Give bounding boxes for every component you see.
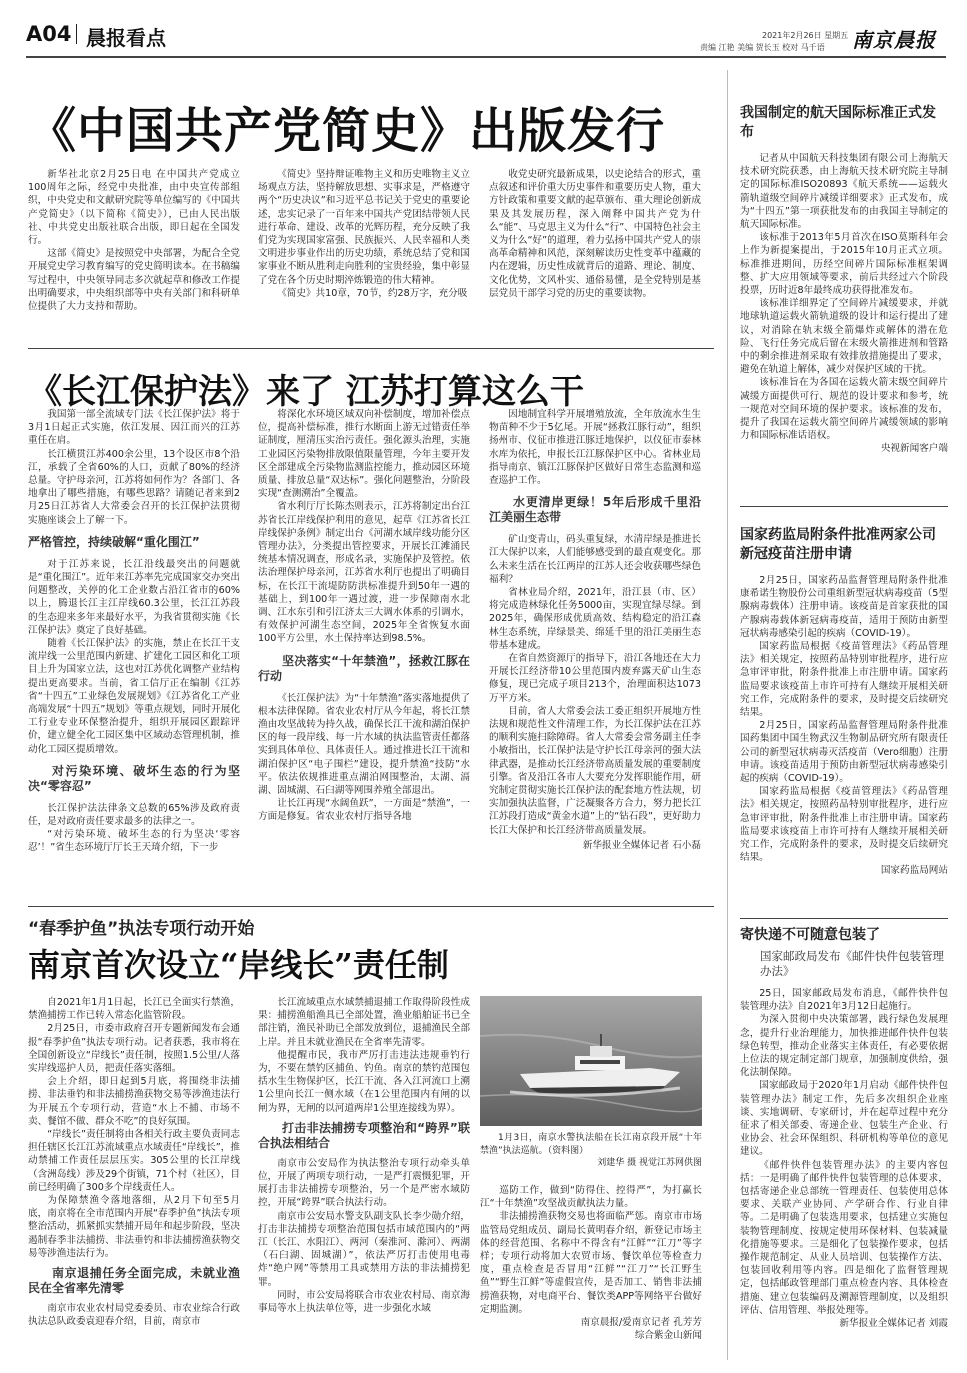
subheading: 水更清岸更绿！5年后形成千里沿江美丽生态带	[489, 495, 701, 525]
byline: 南京晨报/爱南京记者 孔芳芳	[580, 1317, 702, 1329]
photo-illustration	[480, 996, 702, 1126]
article-3-kicker: “春季护鱼”执法专项行动开始	[28, 919, 255, 939]
story-body	[740, 574, 948, 878]
paragraph: 南京市公安局作为执法整治专项行动牵头单位，开展了两项专项行动，一是严打震慑犯罪，开展打击非法捕捞专项整治，另一个是严密水域防控，开展“跨界”联合执法行动。	[258, 1157, 470, 1209]
header-divider	[76, 24, 77, 44]
paragraph: “对污染环境、破坏生态的行为坚决‘零容忍’！”省生态环境厅厅长王天琦介绍，下一步	[28, 829, 240, 854]
paragraph: 让长江再现“水阔鱼跃”，一方面是“禁渔”，一方面是修复。省农业农村厅指导各地	[258, 798, 470, 823]
paragraph: 《简史》坚持辩证唯物主义和历史唯物主义立场观点方法，坚持解放思想、实事求是，严格遵守两个“历史决议”和习近平总书记关于党史的重要论述，忠实记录了一百年来中国共产党团结带领人民进行革命、建设、改革的光辉历程，充分反映了我们党为实现国家富强、民族振兴、人民幸福和人类文明进步事业作出的历史功绩，系统总结了党和国家事业不断从胜利走向胜利的宝贵经验，集中彰显了党在各个历史时期淬炼锻造的伟大精神。	[258, 169, 470, 286]
article-2-col-2	[258, 408, 470, 824]
story-credit: 国家药监局网站	[880, 865, 948, 877]
sidebar-divider	[727, 70, 728, 1360]
sidebar-story-2	[740, 526, 948, 878]
paragraph: 该标准于2013年5月首次在ISO莫斯科年会上作为新提案提出，于2015年10月正式立项。标准推进期间，历经空间碎片国际标准框架调整、扩大应用领域等要求，前后共经过六个阶段投票，历时近8年最终成功获得批准发布。	[740, 232, 948, 297]
paragraph: 该标准详细界定了空间碎片减缓要求，并就地球轨道运载火箭轨道级的设计和运行提出了建议，对消除在轨末级全箭爆炸或解体的潜在危险、飞行任务完成后留在末级火箭推进剂和管路中的剩余推进剂采取有效排放措施提出了要求，避免在轨道上解体，减少对保护区域的干扰。	[740, 298, 948, 376]
byline: 新华报业全媒体记者 石小磊	[582, 839, 701, 851]
paragraph: 将深化水环境区域双向补偿制度，增加补偿点位，提高补偿标准，推行水断面上游无过错责任举证制度，厘清压实治污责任。强化源头治理，实施工业园区污染物排放限值限量管理，今年主要开发区全部建成全污染物监测监控能力，推动园区环境质量、排放总量“双达标”。强化问题整治，分阶段实现“查测溯治”全覆盖。	[258, 409, 470, 500]
paragraph: 长江流域重点水域禁捕退捕工作取得阶段性成果：捕捞渔船渔具已全部处置，渔业船舶证书已全部注销，渔民补助已全部发放到位，退捕渔民全部上岸。并且未就业渔民在全省率先清零。	[258, 997, 470, 1048]
photo-credit: 刘建华 摄 视觉江苏网供图	[597, 1158, 702, 1168]
story-title: 我国制定的航天国际标准正式发布	[740, 105, 936, 140]
paragraph: 该标准旨在为各国在运载火箭末级空间碎片减缓方面提供可行、规范的设计要求和参考，统一规范对空间环境的保护要求。该标准的发布，提升了我国在运载火箭空间碎片减缓领域的影响力和国际标准话语权。	[740, 377, 948, 442]
paragraph: 《长江保护法》为“十年禁渔”落实落地提供了根本法律保障。省农业农村厅从今年起，将长江禁渔由攻坚战转为持久战，确保长江干流和湖泊保护区的每一段岸线、每一片水域的执法监管责任都落实到具体单位、具体责任人。通过推进长江干流和湖泊保护区“电子围栏”建设，提升禁渔“技防”水平。依法依规推进重点湖泊网围整治，太湖、滆湖、固城湖、石臼湖等网围养殖全部退出。	[258, 692, 470, 797]
page-header	[0, 0, 967, 56]
paragraph: 国家药监局根据《疫苗管理法》《药品管理法》相关规定，按照药品特别审批程序，进行应急审评审批，附条件批准上市注册申请。国家药监局要求该疫苗上市许可持有人继续开展相关研究工作，完成附条件的要求，及时提交后续研究结果。	[740, 786, 948, 864]
paragraph: 因地制宜科学开展增殖放流，全年放流水生生物苗种不少于5亿尾。开展“拯救江豚行动”，组织扬州市、仪征市推进江豚迁地保护，以仪征市泰林水库为依托，申报长江江豚保护区中心。省林业局指导南京、镇江江豚保护区做好日常生态监测和巡查巡护工作。	[489, 409, 701, 487]
subheading: 坚决落实“十年禁渔”，拯救江豚在行动	[258, 653, 470, 683]
paragraph: 同时，市公安局将联合市农业农村局、南京海事局等水上执法单位等，进一步强化水域	[258, 1289, 470, 1315]
sidebar-story-1	[740, 104, 948, 456]
paragraph: 在省自然资源厅的指导下，沿江各地还在大力开展长江经济带10公里范围内废弃露天矿山生态修复，现已完成子项目213个，治理面积达1073万平方米。	[489, 653, 701, 704]
article-3-col-3	[480, 1184, 702, 1342]
story-body	[740, 987, 948, 1330]
article-1-col-1	[28, 168, 240, 313]
byline: 综合紫金山新闻	[634, 1330, 702, 1342]
paragraph: 收党史研究最新成果，以史论结合的形式，重点叙述和评价重大历史事件和重要历史人物，重大方针政策和重要文献的起草颁布、重大理论创新成果及其发展历程，深入阐释中国共产党为什么“能”、马克思主义为什么“行”、中国特色社会主义为什么“好”的道理，着力弘扬中国共产党人的崇高革命精神和风范，深刻解读历史性变革中蕴藏的内在逻辑，历史性成就背后的道路、理论、制度、文化优势，文风朴实、通俗易懂，是全党特别是基层党员干部学习党的历史的重要读物。	[489, 169, 701, 299]
paragraph: 为保障禁渔令落地落细，从2月下旬至5月底，南京将在全市范围内开展“春季护鱼”执法专项整治活动，抓紧抓实禁捕开局年和起步阶段，坚决遏制春季非法捕捞、非法垂钓和非法捕捞渔获物交易等涉渔违法行为。	[28, 1195, 240, 1259]
paragraph: 他提醒市民，我市严厉打击违法违规垂钓行为，不要在禁钓区捕鱼、钓鱼。南京的禁钓范围包括水生生物保护区，长江干流、各入江河流口上溯1公里向长江一侧水域（在1公里范围内有闸的以闸为界，无闸的以河道两岸1公里连接线为界）。	[258, 1049, 470, 1114]
article-1-col-2	[258, 168, 470, 300]
paragraph: 记者从中国航天科技集团有限公司上海航天技术研究院获悉，由上海航天技术研究院主导制定的国际标准ISO20893《航天系统——运载火箭轨道级空间碎片减缓详细要求》正式发布，成为“十四五”第一项获批发布的由我国主导制定的航天国际标准。	[740, 153, 948, 231]
paragraph: 2月25日，市委市政府召开专题新闻发布会通报“春季护鱼”执法专项行动。记者获悉，我市将在全国创新设立“岸线长”责任制，按照1.5公里/人落实岸线巡护人员，把责任落实落细。	[28, 1023, 240, 1075]
article-3-title: 南京首次设立“岸线长”责任制	[28, 946, 449, 984]
paragraph: 目前，省人大常委会法工委正组织开展地方性法规和规范性文件清理工作，为长江保护法在江苏的顺利实施扫除障碍。省人大常委会常务副主任李小敏指出，长江保护法是守护长江母亲河的强大法律武器，是推动长江经济带高质量发展的重要制度引擎。省及沿江各市人大要充分发挥职能作用，研究制定贯彻实施长江保护法的配套地方性法规，切实加强执法监督，广泛凝聚各方合力，努力把长江江苏段打造成“黄金水道”上的“钻石段”，更好助力长江大保护和长江经济带高质量发展。	[489, 705, 701, 836]
paragraph: 长江横贯江苏400余公里，13个设区市8个沿江，承载了全省60%的人口，贡献了80%的经济总量。守护母亲河，江苏将如何作为？各部门、各地拿出了哪些措施，有哪些思路？请随记者来到2月25日江苏省人大常委会召开的长江保护法贯彻实施座谈会上了解一下。	[28, 448, 240, 526]
article-3-col-2	[258, 996, 470, 1315]
divider	[740, 918, 948, 919]
paragraph: 2月25日，国家药品监督管理局附条件批准国药集团中国生物武汉生物制品研究所有限责任公司的新型冠状病毒灭活疫苗（Vero细胞）注册申请。该疫苗适用于预防由新型冠状病毒感染引起的疾病（COVID-19）。	[740, 720, 948, 785]
article-1-title: 《中国共产党简史》出版发行	[28, 103, 666, 159]
article-2-col-3	[489, 408, 701, 852]
divider	[28, 348, 714, 349]
paragraph: 为深入贯彻中央决策部署，践行绿色发展理念，提升行业治理能力，加快推进邮件快件包装绿色转型，推动企业落实主体责任，有必要依据上位法的规定制定部门规章，加强制度供给，强化法制保障。	[740, 1014, 948, 1079]
paragraph: 25日，国家邮政局发布消息，《邮件快件包装管理办法》自2021年3月12日起施行。	[740, 988, 948, 1013]
divider	[28, 906, 714, 907]
paragraph: 长江保护法法律条文总数的65%涉及政府责任，是对政府责任要求最多的法律之一。	[28, 802, 240, 828]
paragraph: 对于江苏来说，长江沿线最突出的问题就是“重化围江”。近年来江苏率先完成国家交办突出问题整改，关停的化工企业数占沿江省市的60%以上，腾退长江主江岸线60.3公里，长江江苏段的生态迎来多年来最好水平，为我省贯彻实施《长江保护法》奠定了良好基础。	[28, 558, 240, 636]
article-1-col-3	[489, 168, 701, 300]
story-body	[740, 152, 948, 456]
paragraph: 省水利厅厅长陈杰则表示，江苏将制定出台江苏省长江岸线保护利用的意见，起草《江苏省长江岸线保护条例》制定出台《河湖水域岸线功能分区管理办法》，分类提出管控要求，开展长江滩涌民统基本情况调查，形成名录，实施保护及管控。依法治理保护母亲河，江苏省水利厅也提出了明确目标，在长江干流堤防防洪标准提升到50年一遇的基础上，到100年一遇过渡，进一步保障南水北调、江水东引和引江济太三大调水体系的引调水，有效保护河湖生态空间，2025年全省恢复水面100平方公里，水土保持率达到98.5%。	[258, 501, 470, 645]
paragraph: 巡防工作，做到“防得住、控得严”，为打赢长江“十年禁渔”攻坚战贡献执法力量。	[480, 1185, 702, 1210]
paragraph: 会上介绍，即日起到5月底，将围绕非法捕捞、非法垂钓和非法捕捞渔获物交易等涉渔违法行为开展五个专项行动，营造“水上不捕、市场不卖、餐馆不做、群众不吃”的良好氛围。	[28, 1076, 240, 1127]
story-subtitle: 国家邮政局发布《邮件快件包装管理办法》	[760, 949, 944, 978]
paragraph: 自2021年1月1日起，长江已全面实行禁渔，禁渔捕捞工作已转入常态化监管阶段。	[28, 997, 240, 1022]
section-title: 晨报看点	[86, 26, 166, 50]
paragraph: 这部《简史》是按照党中央部署，为配合全党开展党史学习教育编写的党史简明读本。在书稿编写过程中，中央领导同志多次就起草和修改工作提出明确要求，中央组织部等中央有关部门和科研单位提供了大力支持和帮助。	[28, 248, 240, 313]
paragraph: 南京市农业农村局党委委员、市农业综合行政执法总队政委袁迎春介绍，目前，南京市	[28, 1303, 240, 1328]
subheading: 南京退捕任务全面完成，未就业渔民在全省率先清零	[28, 1266, 240, 1296]
story-title: 寄快递不可随意包装了	[740, 927, 880, 943]
divider	[740, 506, 948, 507]
issue-date: 2021年2月26日 星期五	[762, 31, 849, 40]
paragraph: “岸线长”责任制将由各相关行政主要负责同志担任辖区长江江苏流域重点水域责任“岸线长”，推动禁捕工作责任层层压实。305公里的长江岸线（含洲岛线）涉及29个街镇，71个村（社区），目前已经明确了300多个岸线责任人。	[28, 1129, 240, 1193]
caption-text: 1月3日，南京水警执法船在长江南京段开展“十年禁渔”执法巡航。（资料图）	[480, 1133, 702, 1156]
paragraph: 国家药监局根据《疫苗管理法》《药品管理法》相关规定，按照药品特别审批程序，进行应急审评审批，附条件批准上市注册申请。国家药监局要求该疫苗上市许可持有人继续开展相关研究工作，完成附条件的要求，及时提交后续研究结果。	[740, 641, 948, 719]
paragraph: 矿山变青山，码头重复绿，水清岸绿是推进长江大保护以来，人们能够感受到的最直观变化。那么未来生活在长江两岸的江苏人还会收获哪些绿色福利？	[489, 534, 701, 585]
patrol-boat-photo	[480, 996, 702, 1126]
photo-caption	[480, 1132, 702, 1170]
paragraph: 新华社北京2月25日电 在中国共产党成立100周年之际，经党中央批准，由中央宣传部组织，中央党史和文献研究院等单位编写的《中国共产党简史》（以下简称《简史》），已由人民出版社、中共党史出版社联合出版，即日起在全国发行。	[28, 169, 240, 247]
subheading: 打击非法捕捞专项整治和“跨界”联合执法相结合	[258, 1120, 470, 1150]
article-2-title: 《长江保护法》来了 江苏打算这么干	[28, 372, 584, 412]
subheading: 对污染环境、破坏生态的行为坚决“零容忍”	[28, 763, 240, 793]
header-rule	[26, 56, 946, 58]
paragraph: 2月25日，国家药品监督管理局附条件批准康希诺生物股份公司重组新型冠状病毒疫苗（5型腺病毒载体）注册申请。该疫苗是首家获批的国产腺病毒载体新冠病毒疫苗，适用于预防由新型冠状病毒感染引起的疾病（COVID-19）。	[740, 575, 948, 639]
story-title: 国家药监局附条件批准两家公司新冠疫苗注册申请	[740, 527, 936, 562]
article-3-col-1	[28, 996, 240, 1328]
paragraph: 我国第一部全流域专门法《长江保护法》将于3月1日起正式实施，依江发展、因江而兴的江苏重任在肩。	[28, 409, 240, 447]
sidebar-story-3	[740, 926, 948, 1330]
story-credit: 新华报业全媒体记者 刘霞	[839, 1318, 948, 1330]
story-credit: 央视新闻客户端	[880, 443, 948, 455]
paragraph: 非法捕捞渔获物交易也将面临严惩。南京市市场监管局党组成员、副局长黄明春介绍，新登记市场主体的经营范围、名称中不得含有“江鲜”“江刀”等字样；专项行动将加大农贸市场、餐饮单位等检查力度，重点检查是否冒用“江鲜”“江刀”“长江野生鱼”“野生江鲜”等虚假宣传，是否加工、销售非法捕捞渔获物，对电商平台、餐饮类APP等网络平台做好定期监测。	[480, 1211, 702, 1315]
paragraph: 省林业局介绍，2021年，沿江县（市、区）将完成造林绿化任务5000亩，实现宜绿尽绿。到2025年，确保形成优质高效、结构稳定的沿江森林生态系统，岸绿景美、绵延千里的沿江美丽生态带基本建成。	[489, 587, 701, 651]
page-number: A04	[26, 22, 72, 46]
paragraph: 《邮件快件包装管理办法》的主要内容包括：一是明确了邮件快件包装管理的总体要求，包括寄递企业总部统一管理责任、包装使用总体要求、关联产业协同、产学研合作、行业自律等。二是明确了包装选用要求，包括建立实施包装物管理制度、按规定使用环保材料、包装减量化措施等要求。三是细化了包装操作要求，包括操作规范制定、从业人员培训、包装操作方法、包装回收利用等内容。四是细化了监督管理规定，包括邮政管理部门重点检查内容、具体检查措施、建立包装编码及溯源管理制度，以及组织评估、信用管理、举报处理等。	[740, 1159, 948, 1316]
paragraph: 南京市公安局水警支队副支队长李少勋介绍，打击非法捕捞专项整治范围包括市域范围内的“两江（长江、水阳江）、两河（秦淮河、滁河）、两湖（石臼湖、固城湖）”，依法严厉打击使用电毒炸“绝户网”等禁用工具或禁用方法的非法捕捞犯罪。	[258, 1210, 470, 1288]
subheading: 严格管控，持续破解“重化围江”	[28, 534, 200, 549]
article-2-col-1	[28, 408, 240, 855]
editors-line: 责编 江艳 美编 贺长玉 校对 马千语	[700, 43, 825, 52]
paragraph: 国家邮政局于2020年1月启动《邮件快件包装管理办法》制定工作，先后多次组织企业座谈、实地调研、专家研讨，并在起草过程中充分征求了相关部委、寄递企业、包装生产企业、行业协会、社会环保组织、科研机构等单位的意见建议。	[740, 1080, 948, 1158]
newspaper-logo: 南京晨报	[852, 28, 936, 52]
paragraph: 随着《长江保护法》的实施，禁止在长江干支流岸线一公里范围内新建、扩建化工园区和化工项目上升为国家立法，这也对江苏优化调整产业结构提出更高要求。当前，省工信厅正在编制《江苏省“十四五”工业绿色发展规划》《江苏省化工产业高端发展“十四五”规划》等重点规划，同时开展化工行业专业环保整治提升，组织开展园区跟踪评价，建立健全化工园区集中区域动态管理机制，推动化工园区提质增效。	[28, 638, 240, 755]
paragraph: 《简史》共10章，70节，约28万字，充分吸	[277, 287, 468, 299]
